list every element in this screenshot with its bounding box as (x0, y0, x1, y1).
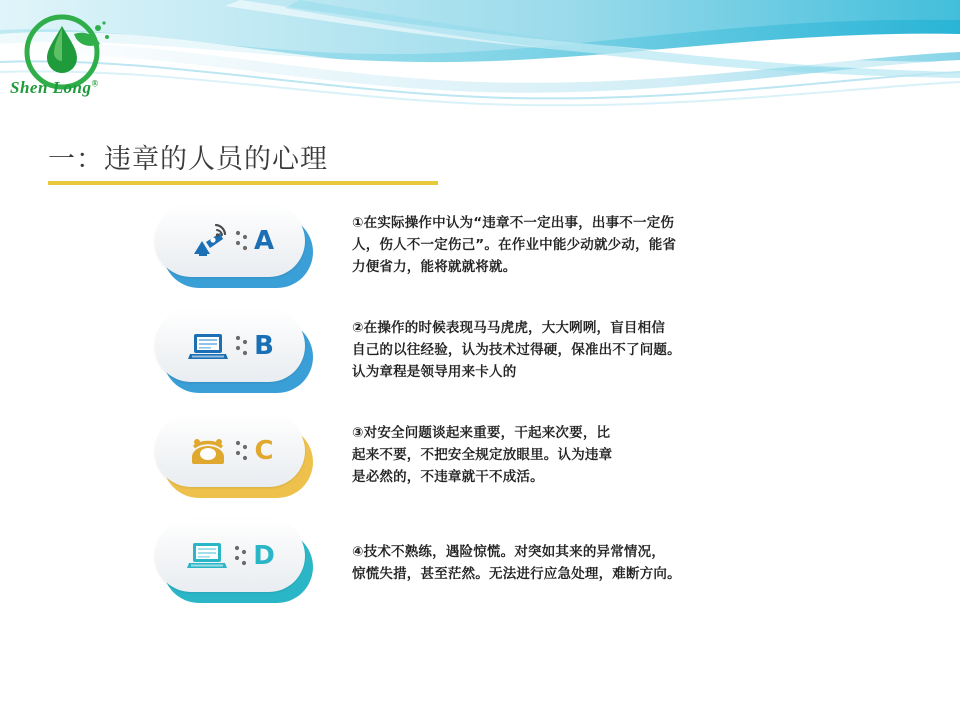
dots-separator-icon (234, 226, 250, 256)
item-c-text (352, 423, 752, 489)
list-item (0, 520, 960, 625)
item-c-line-3: 是必然的，不违章就干不成活。 (352, 468, 544, 485)
item-c-line-2: 起来不要，不把安全规定放眼里。认为违章 (352, 446, 613, 463)
badge-c-letter: C (254, 436, 274, 466)
title-underline (48, 181, 438, 185)
dots-separator-icon (234, 331, 250, 361)
list-item (0, 205, 960, 310)
badge-d-letter: D (253, 541, 275, 571)
list-item (0, 310, 960, 415)
item-b-text (352, 318, 752, 384)
list-item (0, 415, 960, 520)
item-d-line-2: 惊慌失措，甚至茫然。无法进行应急处理，难断方向。 (352, 565, 681, 582)
telephone-icon (186, 433, 230, 469)
page-title: 一：违章的人员的心理 (48, 144, 328, 175)
brand-name-text: Shen Long (10, 78, 92, 97)
badge-a (155, 205, 315, 287)
dots-separator-icon (233, 541, 249, 571)
item-d-line-1: ④技术不熟练，遇险惊慌。对突如其来的异常情况， (352, 544, 666, 560)
satellite-dish-icon (186, 221, 230, 261)
badge-d-pill (155, 520, 305, 592)
item-a-text (352, 213, 752, 279)
badge-a-letter: A (253, 226, 275, 256)
item-a-line-2: 人，伤人不一定伤己”。在作业中能少动就少动，能省 (352, 236, 677, 253)
badge-c (155, 415, 315, 497)
item-d-text (352, 542, 752, 586)
badge-c-pill (155, 415, 305, 487)
monitor-icon (185, 538, 229, 574)
brand-name (10, 78, 99, 98)
badge-b-pill (155, 310, 305, 382)
item-b-line-1: ②在操作的时候表现马马虎虎，大大咧咧，盲目相信 (352, 320, 666, 336)
content-rows (0, 205, 960, 625)
item-a-line-1: ①在实际操作中认为“违章不一定出事，出事不一定伤 (352, 215, 675, 231)
item-b-line-3: 认为章程是领导用来卡人的 (352, 363, 517, 380)
laptop-icon (186, 328, 230, 364)
item-a-line-3: 力便省力，能将就就将就。 (352, 258, 517, 275)
badge-d (155, 520, 315, 602)
badge-b-letter: B (254, 331, 274, 361)
badge-a-pill (155, 205, 305, 277)
wave-decoration (0, 0, 960, 120)
item-b-line-2: 自己的以往经验，认为技术过得硬，保准出不了问题。 (352, 341, 681, 358)
item-c-line-1: ③对安全问题谈起来重要，干起来次要，比 (352, 425, 611, 441)
dots-separator-icon (234, 436, 250, 466)
registered-mark: ® (91, 78, 99, 89)
badge-b (155, 310, 315, 392)
